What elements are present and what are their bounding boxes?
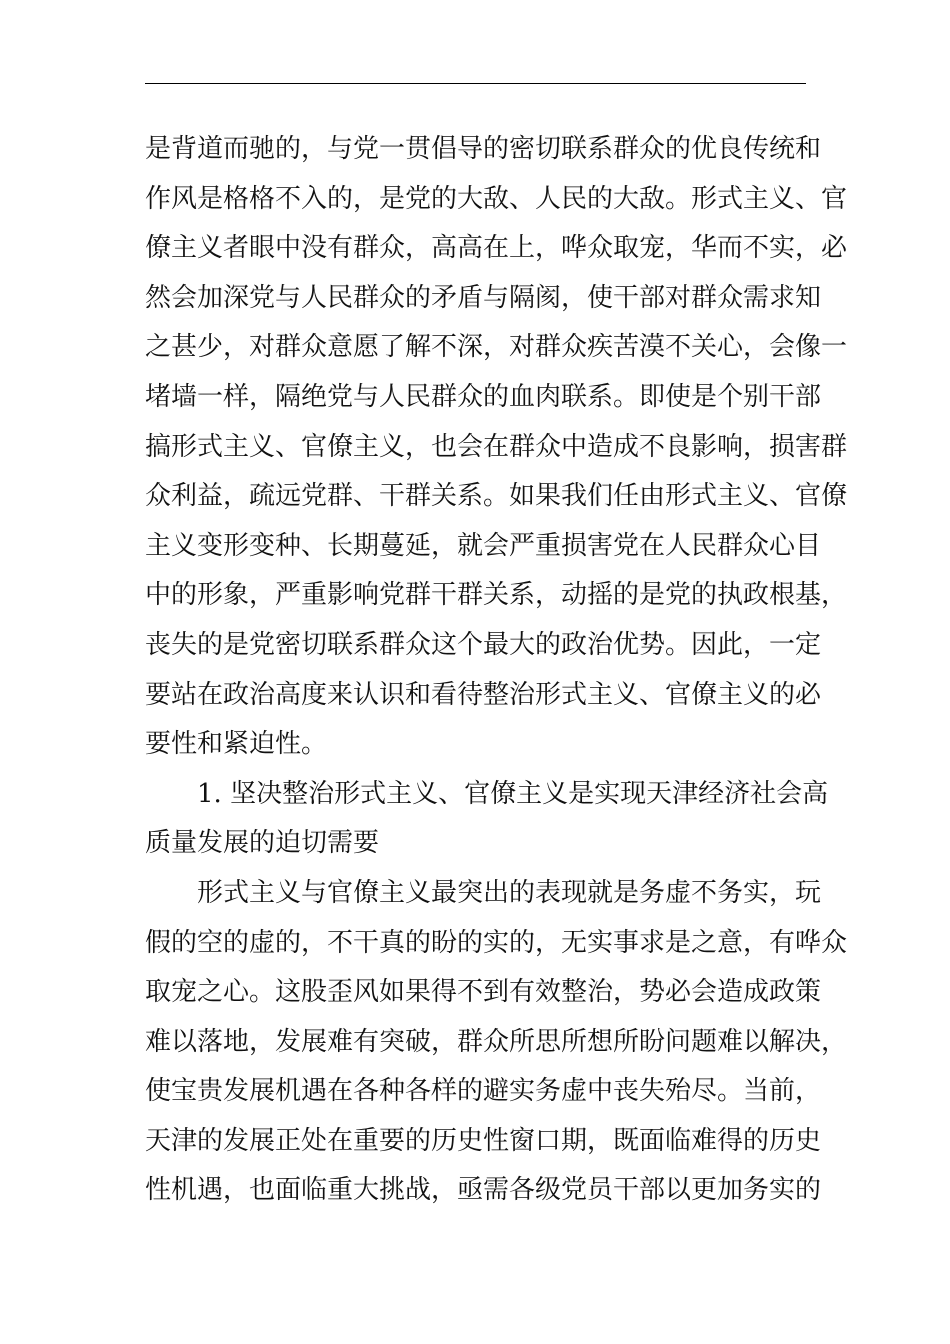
text-line: 众利益，疏远党群、干群关系。如果我们任由形式主义、官僚 (145, 481, 848, 512)
text-line: 僚主义者眼中没有群众，高高在上，哗众取宠，华而不实，必 (145, 233, 848, 264)
text-line: 要站在政治高度来认识和看待整治形式主义、官僚主义的必 (145, 679, 822, 710)
text-line: 丧失的是党密切联系群众这个最大的政治优势。因此，一定 (145, 629, 822, 660)
text-line: 形式主义与官僚主义最突出的表现就是务虚不务实，玩 (197, 877, 822, 908)
text-line: 作风是格格不入的，是党的大敌、人民的大敌。形式主义、官 (145, 183, 848, 214)
text-line: 堵墙一样，隔绝党与人民群众的血肉联系。即使是个别干部 (145, 381, 822, 412)
header-rule (145, 83, 806, 84)
text-line: 性机遇，也面临重大挑战，亟需各级党员干部以更加务实的 (145, 1175, 822, 1206)
text-line: 1. 坚决整治形式主义、官僚主义是实现天津经济社会高 (197, 778, 829, 809)
text-line: 然会加深党与人民群众的矛盾与隔阂，使干部对群众需求知 (145, 282, 822, 313)
text-line: 中的形象，严重影响党群干群关系，动摇的是党的执政根基， (145, 580, 848, 611)
text-line: 天津的发展正处在重要的历史性窗口期，既面临难得的历史 (145, 1125, 822, 1156)
text-line: 使宝贵发展机遇在各种各样的避实务虚中丧失殆尽。当前， (145, 1076, 822, 1107)
text-line: 质量发展的迫切需要 (145, 828, 380, 859)
text-line: 要性和紧迫性。 (145, 729, 328, 760)
text-line: 取宠之心。这股歪风如果得不到有效整治，势必会造成政策 (145, 977, 822, 1008)
text-line: 是背道而驰的，与党一贯倡导的密切联系群众的优良传统和 (145, 134, 822, 164)
text-line: 难以落地，发展难有突破，群众所思所想所盼问题难以解决， (145, 1026, 848, 1057)
body-text (145, 125, 848, 1216)
text-line: 假的空的虚的，不干真的盼的实的，无实事求是之意，有哗众 (145, 927, 848, 958)
text-line: 主义变形变种、长期蔓延，就会严重损害党在人民群众心目 (145, 530, 822, 561)
text-line: 搞形式主义、官僚主义，也会在群众中造成不良影响，损害群 (145, 431, 848, 462)
text-line: 之甚少，对群众意愿了解不深，对群众疾苦漠不关心，会像一 (145, 332, 848, 363)
